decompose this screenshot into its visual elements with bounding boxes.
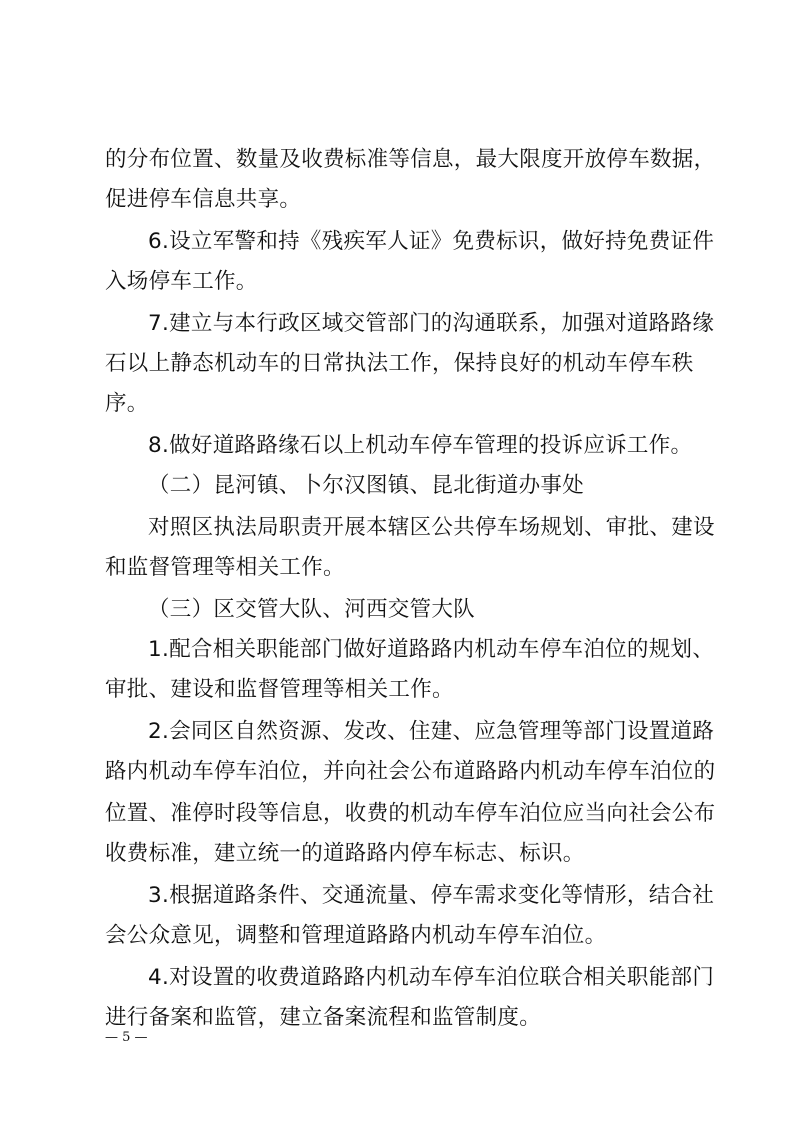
text-line: 进行备案和监管，建立备案流程和监管制度。 [105, 1005, 542, 1030]
page-number: — 5 — [105, 1030, 148, 1045]
text-line: 审批、建设和监督管理等相关工作。 [105, 677, 454, 702]
text-line: 2.会同区自然资源、发改、住建、应急管理等部门设置道路 [148, 719, 715, 744]
text-line: 7.建立与本行政区域交管部门的沟通联系，加强对道路路缘 [148, 311, 715, 336]
section-heading: （二）昆河镇、卜尔汉图镇、昆北街道办事处 [148, 473, 585, 498]
text-line: 对照区执法局职责开展本辖区公共停车场规划、审批、建设 [148, 515, 715, 540]
section-heading: （三）区交管大队、河西交管大队 [148, 597, 476, 622]
text-line: 会公众意见，调整和管理道路路内机动车停车泊位。 [105, 923, 607, 948]
text-line: 位置、准停时段等信息，收费的机动车停车泊位应当向社会公布 [105, 801, 716, 826]
text-line: 石以上静态机动车的日常执法工作，保持良好的机动车停车秩 [105, 351, 694, 376]
text-line: 6.设立军警和持《残疾军人证》免费标识，做好持免费证件 [148, 229, 715, 254]
text-line: 8.做好道路路缘石以上机动车停车管理的投诉应诉工作。 [148, 433, 693, 458]
text-line: 促进停车信息共享。 [105, 187, 302, 212]
text-line: 1.配合相关职能部门做好道路路内机动车停车泊位的规划、 [148, 637, 715, 662]
text-line: 的分布位置、数量及收费标准等信息，最大限度开放停车数据， [105, 147, 716, 172]
text-line: 序。 [105, 391, 149, 416]
text-line: 和监督管理等相关工作。 [105, 555, 345, 580]
text-line: 收费标准，建立统一的道路路内停车标志、标识。 [105, 841, 585, 866]
text-line: 入场停车工作。 [105, 269, 258, 294]
text-line: 3.根据道路条件、交通流量、停车需求变化等情形，结合社 [148, 883, 715, 908]
text-line: 4.对设置的收费道路路内机动车停车泊位联合相关职能部门 [148, 965, 715, 990]
text-line: 路内机动车停车泊位，并向社会公布道路路内机动车停车泊位的 [105, 759, 716, 784]
